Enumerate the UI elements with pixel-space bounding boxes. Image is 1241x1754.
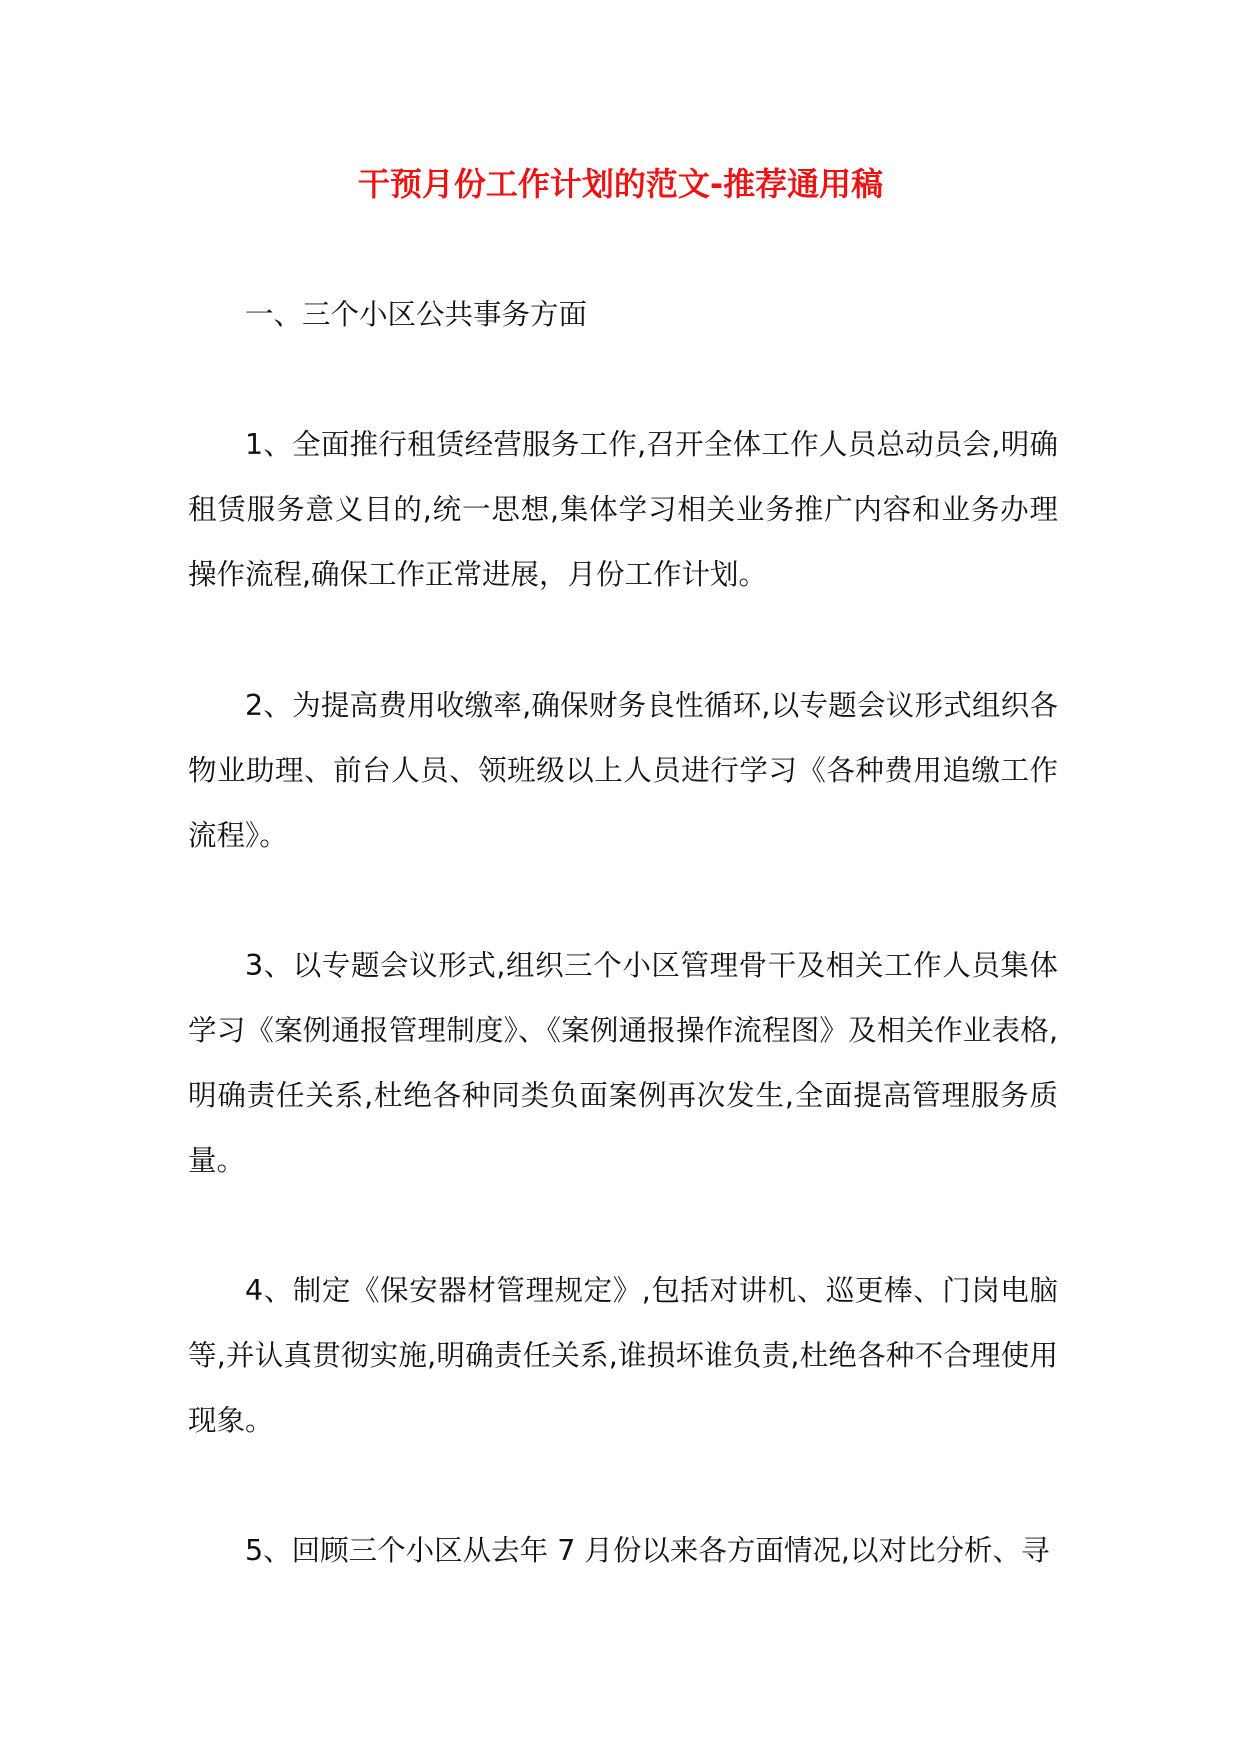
- paragraph-4: 4、制定《保安器材管理规定》,包括对讲机、巡更棒、门岗电脑等,并认真贯彻实施,明确责任关系,谁损坏谁负责,杜绝各种不合理使用现象。: [188, 1274, 1058, 1437]
- document-title: 干预月份工作计划的范文-推荐通用稿: [357, 165, 884, 203]
- paragraph-1: 1、全面推行租赁经营服务工作,召开全体工作人员总动员会,明确租赁服务意义目的,统一思想,集体学习相关业务推广内容和业务办理操作流程,确保工作正常进展，月份工作计划。: [188, 428, 1058, 591]
- paragraph-2: 2、为提高费用收缴率,确保财务良性循环,以专题会议形式组织各物业助理、前台人员、领班级以上人员进行学习《各种费用追缴工作流程》。: [188, 689, 1058, 852]
- paragraph-3: 3、以专题会议形式,组织三个小区管理骨干及相关工作人员集体学习《案例通报管理制度》、《案例通报操作流程图》及相关作业表格,明确责任关系,杜绝各种同类负面案例再次发生,全面提高管理服务质量。: [188, 949, 1058, 1177]
- section-heading: 一、三个小区公共事务方面: [245, 298, 588, 331]
- paragraph-5: 5、回顾三个小区从去年 7 月份以来各方面情况,以对比分析、寻: [245, 1534, 1050, 1567]
